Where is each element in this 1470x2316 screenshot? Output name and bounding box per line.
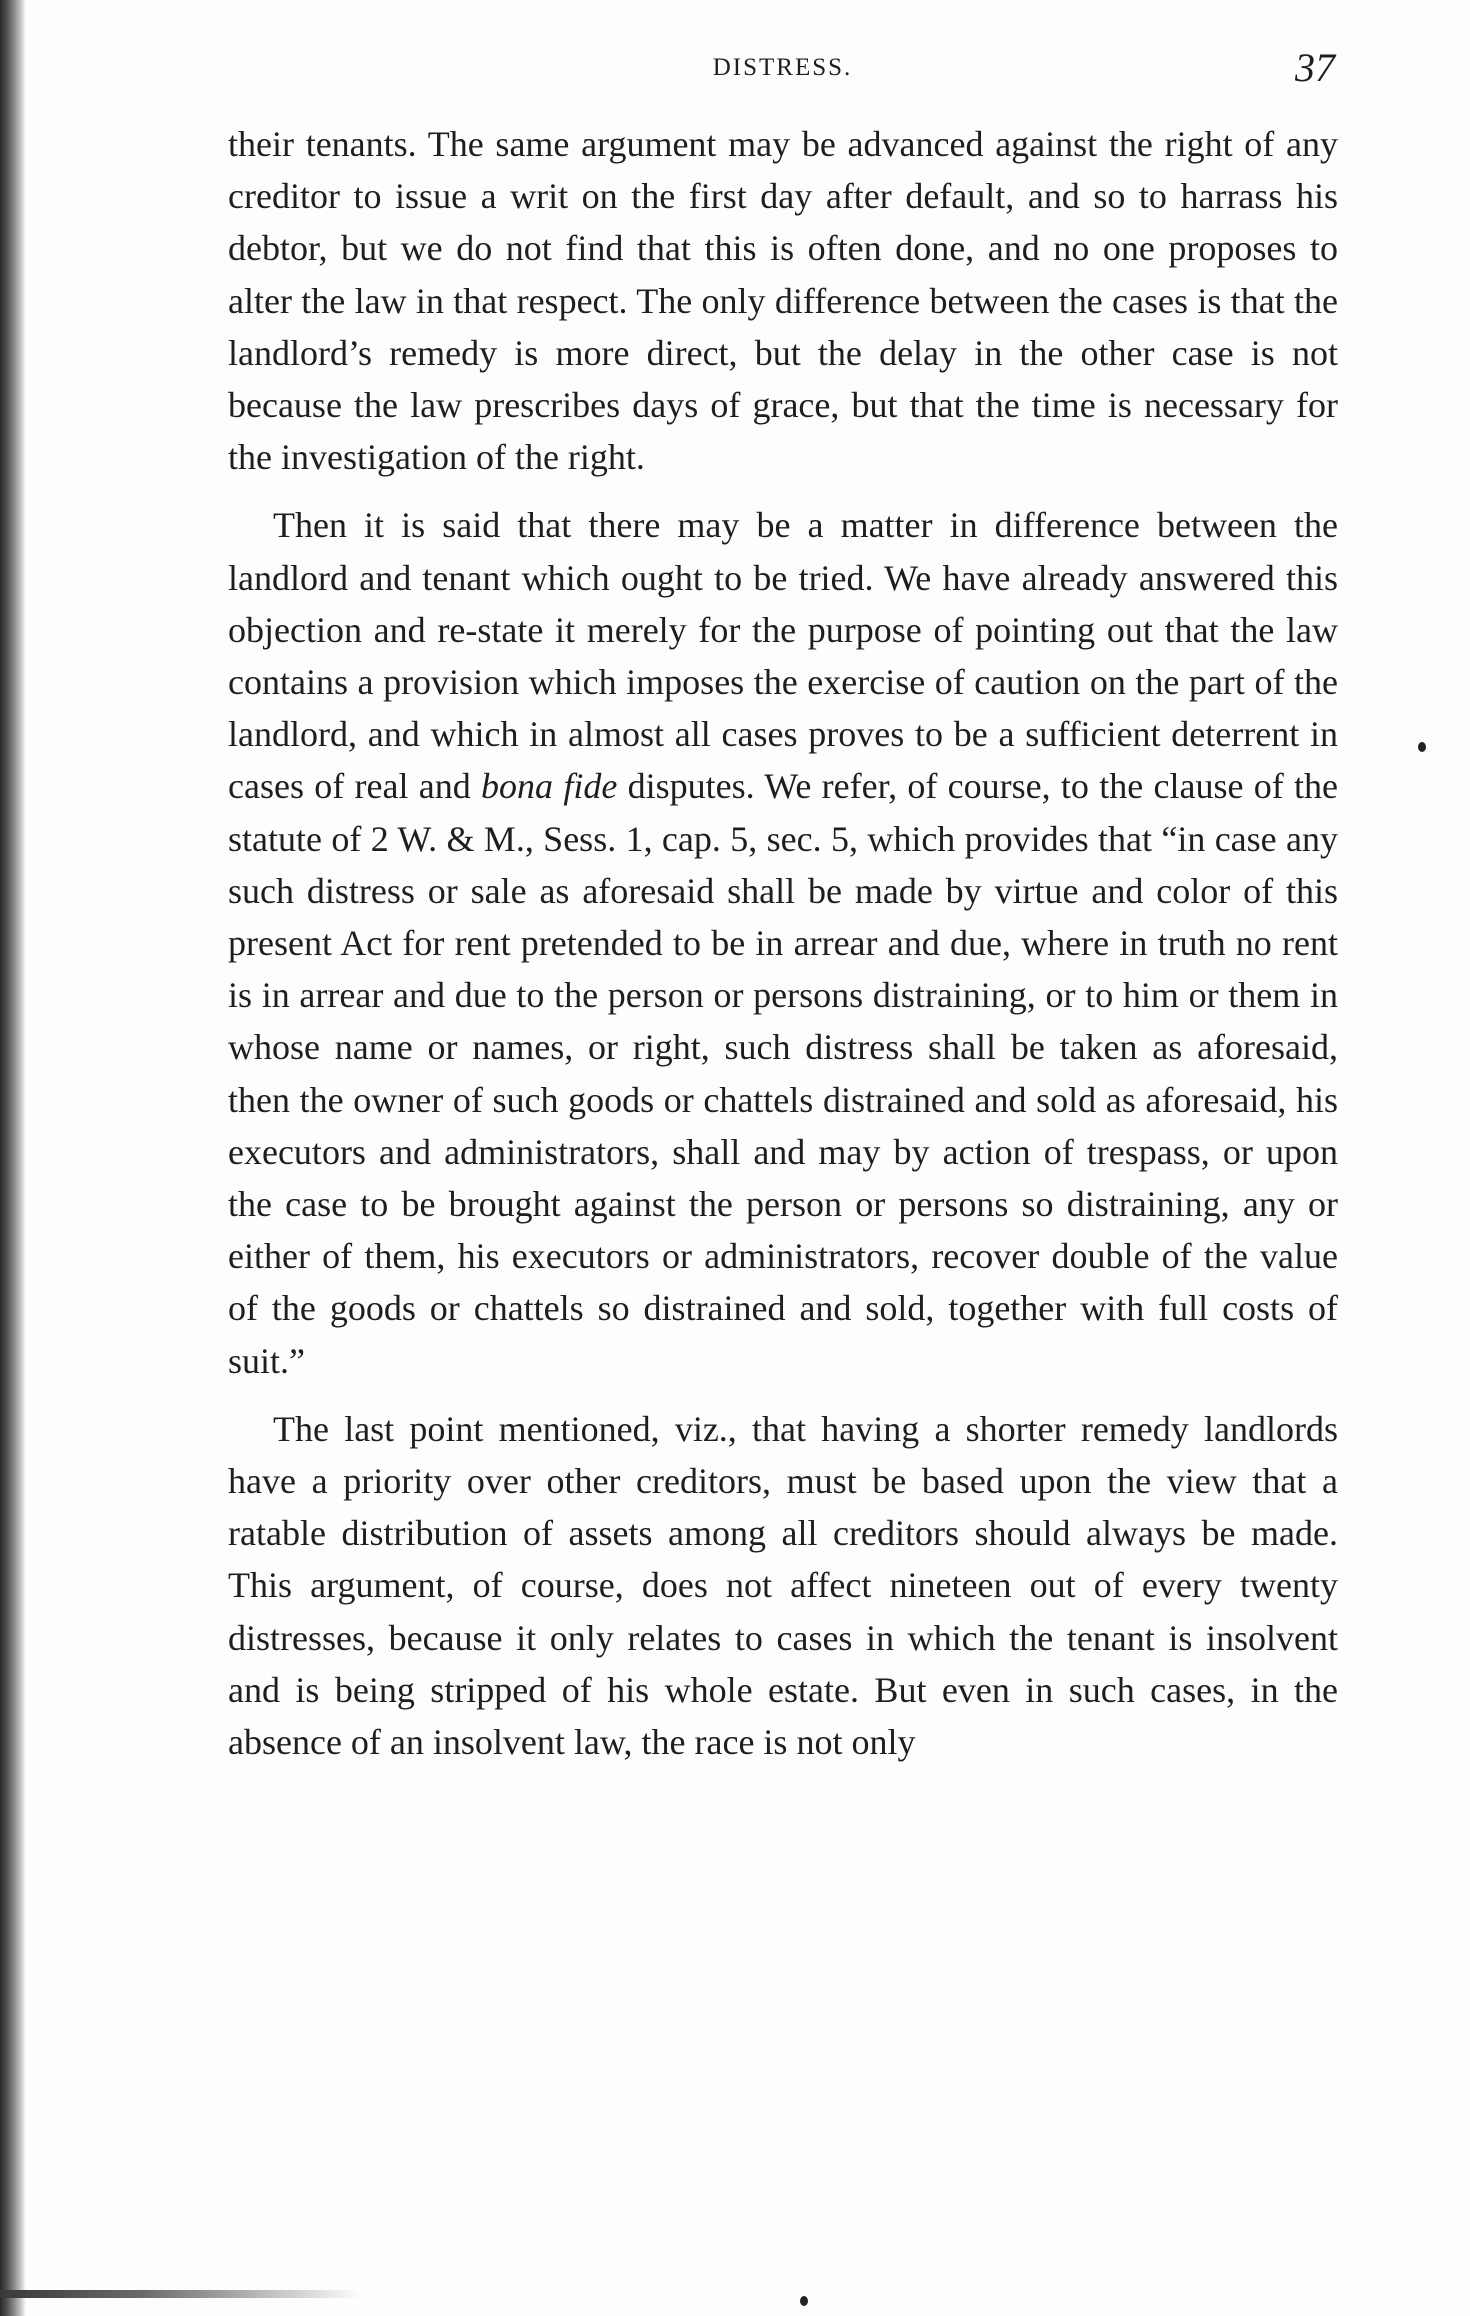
scan-speck [800,2296,808,2306]
paragraph-1: their tenants. The same argument may be advanced against the right of any creditor to issue a writ on the first day after default, and so to harrass his debtor, but we do not find that this is often done, and no one proposes to alter the law in that respect. The only difference between the cases is that the landlord’s remedy is more direct, but the delay in the other case is not because the law prescribes days of grace, but that the time is necessary for the investigation of the right. [228,124,1338,478]
paragraph-3: The last point mentioned, viz., that having a shorter remedy landlords have a priority over other creditors, must be based upon the view that a ratable distribution of assets among all creditors should always be made. This argument, of course, does not affect nineteen out of every twenty distresses, because it only relates to cases in which the tenant is insolvent and is being stripped of his whole estate. But even in such cases, in the absence of an insolvent law, the race is not only [228,1408,1338,1763]
page-bottom-edge [0,2290,360,2298]
body-text [228,118,1338,1768]
page-number: 37 [1295,45,1335,90]
running-title: DISTRESS. [712,54,853,81]
binding-shadow [0,0,26,2316]
paragraph-2 [228,499,1338,1386]
paragraph-2-part-1: Then it is said that there may be a matter in difference between the landlord and tenant which ought to be tried. We have already answered this objection and re-state it merely for the purpose of pointing out that the law contains a provision which imposes the exercise of caution on the part of the landlord, and which in almost all cases proves to be a sufficient deterrent in cases of real and [228,505,1338,807]
paragraph-2-italic: bona fide [481,766,618,807]
page-header [230,44,1335,104]
paragraph-2-part-2: disputes. We refer, of course, to the clause of the statute of 2 W. & M., Sess. 1, cap. 5, sec. 5, which provides that “in case any such distress or sale as aforesaid shall be made by virtue and color of this present Act for rent pretended to be in arrear and due, where in truth no rent is in arrear and due to the person or persons distraining, or to him or them in whose name or names, or right, such distress shall be taken as aforesaid, then the owner of such goods or chattels distrained and sold as aforesaid, his executors and administrators, shall and may by action of trespass, or upon the case to be brought against the person or persons so distraining, any or either of them, his executors or administrators, recover double of the value of the goods or chattels so distrained and sold, together with full costs of suit.” [228,766,1339,1381]
scan-speck [1418,742,1426,752]
